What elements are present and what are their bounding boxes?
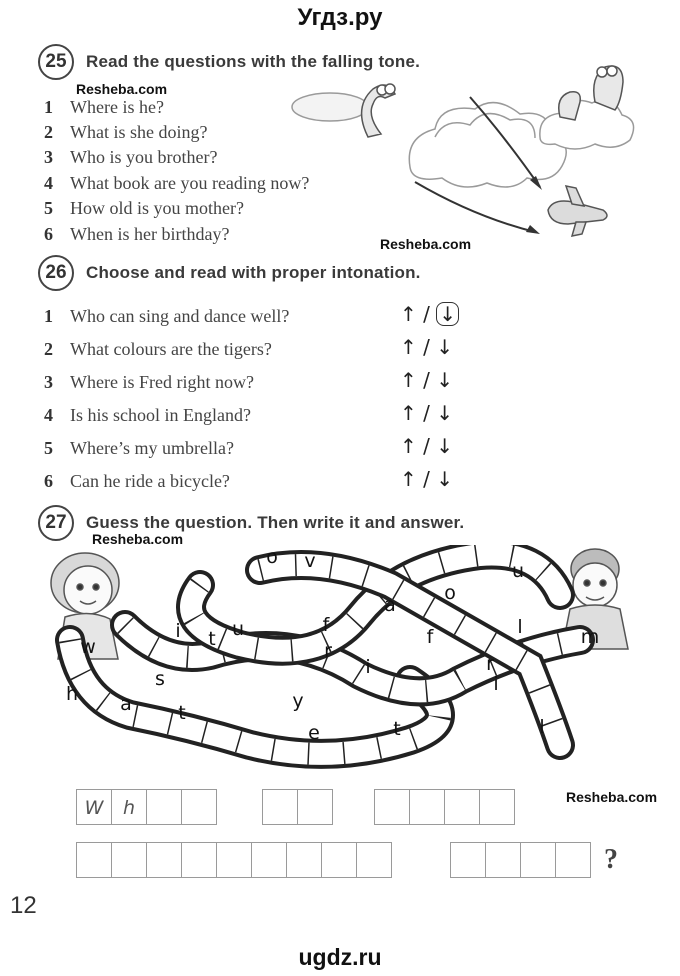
question-item: 6 Can he ride a bicycle?	[44, 471, 230, 491]
answer-word-boxes[interactable]	[76, 842, 392, 878]
exercise-number-27: 27	[38, 505, 74, 541]
intonation-arrows[interactable]	[400, 302, 459, 326]
ribbon-letter: y	[292, 690, 304, 712]
down-arrow-icon[interactable]: ↓	[436, 335, 453, 359]
ribbon-letter: o	[444, 582, 456, 604]
separator: /	[423, 467, 430, 491]
site-footer: ugdz.ru	[298, 944, 382, 970]
exercise-title-26: Choose and read with proper intonation.	[86, 263, 421, 282]
ribbon-letter: a	[384, 594, 396, 616]
letter-box[interactable]	[262, 789, 298, 825]
letter-box[interactable]	[356, 842, 392, 878]
watermark: Resheba.com	[76, 81, 168, 97]
letter-box[interactable]	[321, 842, 357, 878]
watermark: Resheba.com	[92, 531, 184, 547]
question-mark: ?	[604, 844, 618, 875]
question-item: 3 Who is you brother?	[44, 147, 218, 167]
ribbon-letter: i	[175, 620, 181, 642]
exercise-title-27: Guess the question. Then write it and answer.	[86, 513, 465, 532]
ribbon-letter: m	[580, 626, 600, 648]
letter-box[interactable]	[450, 842, 486, 878]
separator: /	[423, 302, 430, 326]
ribbon-letter: i	[493, 673, 499, 695]
question-item: 1 Who can sing and dance well?	[44, 306, 290, 326]
film-ribbon-illustration	[30, 545, 660, 770]
letter-box[interactable]	[216, 842, 252, 878]
question-item: 2 What is she doing?	[44, 122, 208, 142]
ribbon-letter: r	[324, 640, 332, 662]
question-item: 2 What colours are the tigers?	[44, 339, 272, 359]
clouds-illustration	[290, 62, 640, 242]
watermark: Resheba.com	[380, 236, 472, 252]
exercise-title-25: Read the questions with the falling tone.	[86, 52, 421, 71]
question-item: 4 What book are you reading now?	[44, 173, 310, 193]
answer-word-boxes[interactable]	[262, 789, 333, 825]
letter-box[interactable]	[409, 789, 445, 825]
exercise-number-25: 25	[38, 44, 74, 80]
up-arrow-icon[interactable]: ↑	[400, 335, 417, 359]
ribbon-letter: t	[208, 628, 216, 650]
intonation-arrows[interactable]	[400, 434, 453, 458]
exercise-number-26: 26	[38, 255, 74, 291]
letter-box[interactable]: h	[111, 789, 147, 825]
ribbon-letter: f	[322, 614, 330, 636]
letter-box[interactable]	[146, 842, 182, 878]
letter-box[interactable]: W	[76, 789, 112, 825]
down-arrow-icon[interactable]: ↓	[436, 401, 453, 425]
question-item: 4 Is his school in England?	[44, 405, 251, 425]
ribbon-letter: t	[178, 702, 186, 724]
letter-box[interactable]	[251, 842, 287, 878]
ribbon-letter: s	[155, 668, 165, 690]
question-item: 6 When is her birthday?	[44, 224, 230, 244]
ribbon-letter: f	[426, 626, 434, 648]
ribbon-letter: h	[65, 683, 79, 705]
answer-word-boxes[interactable]	[76, 789, 217, 825]
down-arrow-icon[interactable]: ↓	[436, 467, 453, 491]
answer-word-boxes[interactable]	[450, 842, 591, 878]
ribbon-letter: t	[393, 718, 401, 740]
ribbon-letter: l	[539, 716, 545, 738]
ribbon-letter: u	[231, 618, 245, 640]
up-arrow-icon[interactable]: ↑	[400, 302, 417, 326]
intonation-arrows[interactable]	[400, 467, 453, 491]
up-arrow-icon[interactable]: ↑	[400, 467, 417, 491]
down-arrow-icon[interactable]: ↓	[436, 434, 453, 458]
separator: /	[423, 368, 430, 392]
ribbon-letter: u	[511, 560, 525, 582]
ribbon-letter: l	[517, 616, 523, 638]
question-item: 1 Where is he?	[44, 97, 164, 117]
letter-box[interactable]	[181, 842, 217, 878]
up-arrow-icon[interactable]: ↑	[400, 401, 417, 425]
question-item: 5 How old is you mother?	[44, 198, 244, 218]
letter-box[interactable]	[181, 789, 217, 825]
separator: /	[423, 434, 430, 458]
ribbon-letter: o	[266, 546, 278, 568]
letter-box[interactable]	[485, 842, 521, 878]
watermark: Resheba.com	[566, 789, 658, 805]
letter-box[interactable]	[286, 842, 322, 878]
ribbon-letter: a	[120, 693, 132, 715]
letter-box[interactable]	[146, 789, 182, 825]
ribbon-letter: r	[486, 653, 494, 675]
ribbon-letter: e	[308, 722, 320, 744]
page-number: 12	[10, 892, 37, 919]
letter-box[interactable]	[520, 842, 556, 878]
site-header: Угдз.ру	[297, 4, 383, 31]
intonation-arrows[interactable]	[400, 401, 453, 425]
up-arrow-icon[interactable]: ↑	[400, 434, 417, 458]
down-arrow-icon[interactable]: ↓	[436, 368, 453, 392]
ribbon-letter: v	[304, 550, 316, 572]
ribbon-letter: i	[365, 656, 371, 678]
letter-box[interactable]	[111, 842, 147, 878]
up-arrow-icon[interactable]: ↑	[400, 368, 417, 392]
letter-box[interactable]	[297, 789, 333, 825]
letter-box[interactable]	[479, 789, 515, 825]
letter-box[interactable]	[76, 842, 112, 878]
down-arrow-icon-selected[interactable]: ↓	[436, 302, 459, 326]
letter-box[interactable]	[555, 842, 591, 878]
question-item: 3 Where is Fred right now?	[44, 372, 254, 392]
question-item: 5 Where’s my umbrella?	[44, 438, 234, 458]
intonation-arrows[interactable]	[400, 368, 453, 392]
intonation-arrows[interactable]	[400, 335, 453, 359]
separator: /	[423, 335, 430, 359]
letter-box[interactable]	[444, 789, 480, 825]
separator: /	[423, 401, 430, 425]
letter-box[interactable]	[374, 789, 410, 825]
answer-word-boxes[interactable]	[374, 789, 515, 825]
ribbon-letter: w	[80, 636, 96, 658]
